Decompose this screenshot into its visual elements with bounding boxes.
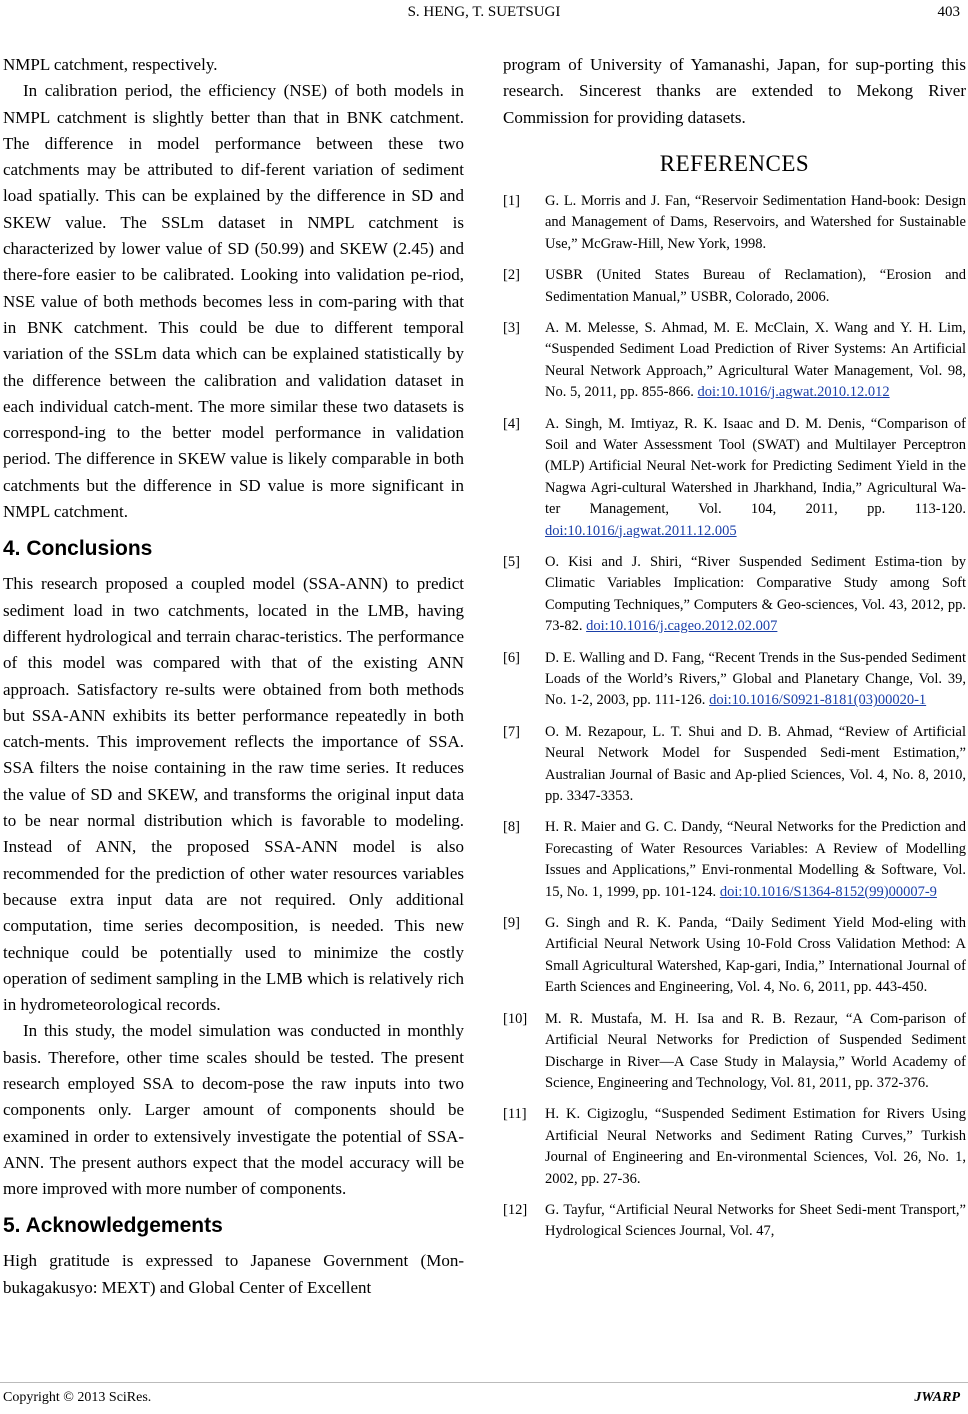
- reference-text: [545, 191, 966, 255]
- reference-text: [545, 1104, 966, 1190]
- reference-citation: H. R. Maier and G. C. Dandy, “Neural Networks for the Prediction and Forecasting of Water Resources Variables: A Review of Modelling Issues and Applications,” Envi-ronmental Modelling & Software, Vol. 15, No. 1, 1999, pp. 101-124.: [545, 819, 966, 900]
- left-column: [3, 52, 464, 1301]
- reference-text: [545, 265, 966, 308]
- doi-link[interactable]: doi:10.1016/j.agwat.2011.12.005: [545, 522, 737, 539]
- reference-citation: G. Tayfur, “Artificial Neural Networks for Sheet Sedi-ment Transport,” Hydrological Sciences Journal, Vol. 47,: [545, 1201, 966, 1240]
- running-header-authors: S. HENG, T. SUETSUGI: [407, 4, 561, 20]
- reference-text: [545, 913, 966, 999]
- doi-link[interactable]: doi:10.1016/j.cageo.2012.02.007: [586, 618, 778, 635]
- paragraph-acknowledgements-cont: program of University of Yamanashi, Japan, for sup-porting this research. Sincerest thanks are extended to Mekong River Commission for providing datasets.: [503, 55, 966, 127]
- reference-citation: USBR (United States Bureau of Reclamation), “Erosion and Sedimentation Manual,” USBR, Colorado, 2006.: [545, 267, 966, 305]
- references-heading: REFERENCES: [659, 150, 810, 176]
- reference-text: [545, 552, 966, 638]
- reference-number: [10]: [503, 1010, 528, 1027]
- reference-item: [503, 1200, 966, 1243]
- reference-list: [503, 191, 966, 1243]
- reference-item: [503, 318, 966, 404]
- reference-citation: G. L. Morris and J. Fan, “Reservoir Sedimentation Hand-book: Design and Management of Dams, Reservoirs, and Watershed for Sustainable Use,” McGraw-Hill, New York, 1998.: [545, 192, 966, 252]
- doi-link[interactable]: doi:10.1016/S1364-8152(99)00007-9: [719, 883, 937, 900]
- reference-item: [503, 722, 966, 808]
- reference-citation: H. K. Cigizoglu, “Suspended Sediment Estimation for Rivers Using Artificial Neural Networks and Sediment Rating Curves,” Turkish Journal of Engineering and En-vironmental Sciences, Vol. 26, No. 1, 2002, pp. 27-36.: [545, 1106, 966, 1187]
- reference-number: [9]: [503, 915, 520, 932]
- page-number: 403: [937, 4, 960, 20]
- reference-item: [503, 817, 966, 903]
- page-header: [0, 0, 968, 30]
- footer-divider: [0, 1382, 968, 1383]
- reference-number: [7]: [503, 723, 520, 740]
- reference-item: [503, 1104, 966, 1190]
- reference-number: [5]: [503, 553, 520, 570]
- reference-citation: A. Singh, M. Imtiyaz, R. K. Isaac and D. M. Denis, “Comparison of Soil and Water Assessment Tool (SWAT) and Multilayer Perceptron (MLP) Artificial Neural Net-work for Predicting Sediment Yield in the Nagwa Agri-cultural Watershed in Jharkhand, India,” Agricultural Wa-ter Management, Vol. 104, 2011, pp. 113-120.: [545, 415, 966, 518]
- reference-text: [545, 318, 966, 404]
- reference-number: [11]: [503, 1106, 527, 1123]
- reference-number: [3]: [503, 319, 520, 336]
- reference-text: [545, 817, 966, 903]
- reference-citation: O. M. Rezapour, L. T. Shui and D. B. Ahmad, “Review of Artificial Neural Network Model for Suspended Sedi-ment Estimation,” Australian Journal of Basic and Ap-plied Sciences, Vol. 4, No. 8, 2010, pp. 3347-3353.: [545, 723, 966, 805]
- reference-number: [6]: [503, 649, 520, 666]
- reference-item: [503, 191, 966, 255]
- right-column: [503, 52, 966, 1253]
- reference-item: [503, 648, 966, 712]
- doi-link[interactable]: doi:10.1016/S0921-8181(03)00020-1: [709, 692, 927, 709]
- reference-number: [12]: [503, 1201, 528, 1218]
- reference-text: [545, 1009, 966, 1095]
- reference-citation: G. Singh and R. K. Panda, “Daily Sediment Yield Mod-eling with Artificial Neural Network Using 10-Fold Cross Validation Method: A Small Agricultural Watershed, Kap-gari, India,” International Journal of Earth Sciences and Engineering, Vol. 4, No. 6, 2011, pp. 443-450.: [545, 915, 966, 996]
- paragraph-continuation: NMPL catchment, respectively.: [3, 55, 218, 74]
- paragraph-acknowledgements: High gratitude is expressed to Japanese Government (Mon-bukagakusyo: MEXT) and Global Center of Excellent: [3, 1251, 464, 1297]
- doi-link[interactable]: doi:10.1016/j.agwat.2010.12.012: [697, 384, 890, 401]
- reference-text: [545, 1200, 966, 1243]
- reference-text: [545, 722, 966, 808]
- reference-citation: O. Kisi and J. Shiri, “River Suspended Sediment Estima-tion by Climatic Variables Implication: Comparative Study among Soft Computing Techniques,” Computers & Geo-sciences, Vol. 43, 2012, pp. 73-82.: [545, 553, 966, 635]
- reference-item: [503, 265, 966, 308]
- copyright-text: Copyright © 2013 SciRes.: [3, 1390, 152, 1405]
- reference-citation: M. R. Mustafa, M. H. Isa and R. B. Rezaur, “A Com-parison of Artificial Neural Networks for Prediction of Suspended Sediment Discharge in River—A Case Study in Malaysia,” World Academy of Science, Engineering and Technology, Vol. 81, 2011, pp. 372-376.: [545, 1010, 966, 1091]
- reference-item: [503, 913, 966, 999]
- journal-abbreviation: JWARP: [914, 1390, 960, 1405]
- section-heading-conclusions: 4. Conclusions: [3, 537, 153, 561]
- reference-citation: D. E. Walling and D. Fang, “Recent Trends in the Sus-pended Sediment Loads of the World’s Rivers,” Global and Planetary Change, Vol. 39, No. 1-2, 2003, pp. 111-126.: [545, 649, 966, 709]
- reference-item: [503, 552, 966, 638]
- paragraph-conclusions: This research proposed a coupled model (SSA-ANN) to predict sediment load in two catchments, located in the LMB, having different hydrological and terrain charac-teristics. The performance of this model was compared with that of the existing ANN approach. Satisfactory re-sults were obtained from both methods but SSA-ANN exhibits its better performance repeatedly in both catch-ments. This improvement reflects the importance of SSA. SSA filters the noise containing in the raw time series. It reduces the value of SD and SKEW, and transforms the original input data to be near normal distribution which is favorable to modeling. Instead of ANN, the proposed SSA-ANN model is also recommended for the prediction of other water resources variables because extra input data are not required. Only additional computation, time series decomposition, is needed. This new technique could be potentially used to minimize the costly operation of sediment sampling in the LMB which is relatively rich in hydrometeorological records.: [3, 574, 464, 1015]
- reference-citation: A. M. Melesse, S. Ahmad, M. E. McClain, X. Wang and Y. H. Lim, “Suspended Sediment Load Prediction of River Systems: An Artificial Neural Network Approach,” Agricultural Water Management, Vol. 98, No. 5, 2011, pp. 855-866.: [545, 319, 966, 401]
- section-heading-acknowledgements: 5. Acknowledgements: [3, 1214, 223, 1238]
- reference-number: [2]: [503, 267, 520, 284]
- reference-number: [8]: [503, 819, 520, 836]
- reference-number: [1]: [503, 192, 520, 209]
- reference-number: [4]: [503, 415, 520, 432]
- reference-text: [545, 648, 966, 712]
- paragraph-calibration: In calibration period, the efficiency (NSE) of both models in NMPL catchment is slightly better than that in BNK catchment. The difference in model performance between these two catchments may be attributed to dif-ferent variation of sediment load spatially. This can be explained by the difference in SD and SKEW value. The SSLm dataset in NMPL catchment is characterized by lower value of SD (50.99) and SKEW (2.45) and there-fore easier to be calibrated. Looking into validation pe-riod, NSE value of both methods becomes less in com-paring with that in BNK catchment. This could be due to different temporal variation of the SSLm data which can be explained statistically by the difference between the calibration and validation dataset in each individual catch-ment. The more similar these two datasets is correspond-ing to the better model performance in validation period. The difference in SKEW value is likely comparable in both catchments but the difference in SD value is more significant in NMPL catchment.: [3, 81, 464, 522]
- reference-text: [545, 414, 966, 542]
- paragraph-future-work: In this study, the model simulation was conducted in monthly basis. Therefore, other time scales should be tested. The present research employed SSA to decom-pose the raw inputs into two components only. Larger amount of components should be examined in order to extensively investigate the potential of SSA-ANN. The present authors expect that the model accuracy will be more improved with more number of components.: [3, 1021, 464, 1199]
- reference-item: [503, 414, 966, 542]
- reference-item: [503, 1009, 966, 1095]
